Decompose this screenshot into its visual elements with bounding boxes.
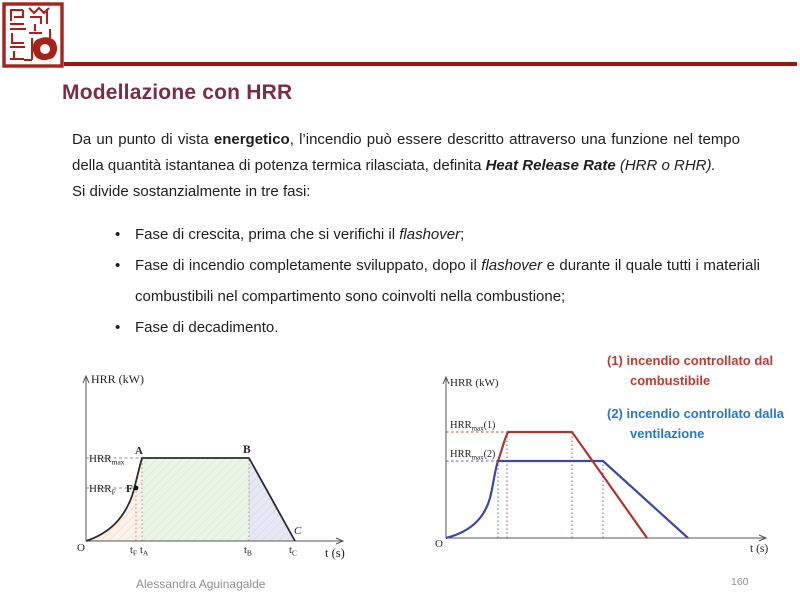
bullet-developed-phase [102,250,760,312]
intro-italic-paren: (HRR o RHR). [619,157,716,174]
ventilation-controlled-curve [446,461,688,538]
bullet-2-tail: e durante il quale tutti i materiali combustibili nel compartimento sono coinvolti nella combustione; [135,257,761,305]
legend-2-text: incendio controllato dalla ventilazione [626,406,784,442]
point-b-label: B [243,444,251,456]
intro-text-2: , l’incendio può essere descritto attraverso una funzione nel tempo della quantità istantanea di potenza termica rilasciata, definita [72,131,740,174]
header-divider-rule [63,62,797,66]
x-axis-label: t (s) [325,546,345,560]
legend-1-marker: (1) [607,353,623,368]
origin-label: O [77,542,85,554]
tick-tb: $t_B$ [244,545,252,558]
tick-ta: $t_A$ [140,545,149,558]
seal-stamp-icon [2,2,64,68]
legend-ventilation-controlled [607,404,800,444]
hrr-max-1-label: $HRR_{max}(1)$ [450,420,496,433]
flashover-point-marker [134,486,139,491]
bullet-2-flashover: flashover [481,257,543,274]
bullet-2-text: Fase di incendio completamente sviluppato, dopo il [135,257,482,274]
intro-line-2: Si divide sostanzialmente in tre fasi: [72,183,311,200]
bullet-1-tail: ; [460,226,465,243]
tick-tc: $t_C$ [289,545,297,558]
origin-label: O [435,538,443,550]
y-axis-label: HRR (kW) [450,377,499,389]
y-axis-label: HRR (kW) [91,372,144,386]
footer-page-number: 160 [731,576,749,588]
bullet-dot-icon: • [115,257,121,274]
point-c-label: C [294,525,302,537]
bullet-1-flashover: flashover [399,226,461,243]
legend-1-text: incendio controllato dal combustibile [626,353,774,389]
x-axis-label: t (s) [750,543,769,555]
tick-tf: $t_F$ [130,545,138,558]
intro-bold-italic-hrr: Heat Release Rate [485,157,616,174]
bullet-dot-icon: • [115,226,121,243]
seal-logo [2,2,64,68]
hrr-max-2-label: $HRR_{max}(2)$ [450,449,496,462]
hrr-f-label: $HRR_F$ [89,483,116,497]
bullet-3-text: Fase di decadimento. [135,319,279,336]
reference-dashes [446,432,603,538]
bullet-growth-phase [102,219,760,250]
legend-2-marker: (2) [607,406,623,422]
hrr-max-label: $HRR_{max}$ [89,453,125,467]
slide-title: Modellazione con HRR [62,81,293,104]
growth-phase-area [86,458,142,541]
developed-phase-area [142,458,249,541]
bullet-dot-icon: • [115,319,121,336]
bullet-1-text: Fase di crescita, prima che si verifichi il [135,226,400,243]
legend-fuel-controlled [607,351,800,391]
bullet-decay-phase [102,312,760,343]
intro-bold-energetico: energetico [213,131,290,148]
hrr-phases-chart [58,362,358,562]
intro-paragraph [72,127,740,205]
point-f-label: F [126,483,133,495]
footer-author: Alessandra Aguinagalde [136,577,266,591]
point-a-label: A [135,445,143,457]
phase-bullet-list [102,219,760,343]
intro-text-1: Da un punto di vista [72,131,214,148]
chart-legend [607,351,800,445]
